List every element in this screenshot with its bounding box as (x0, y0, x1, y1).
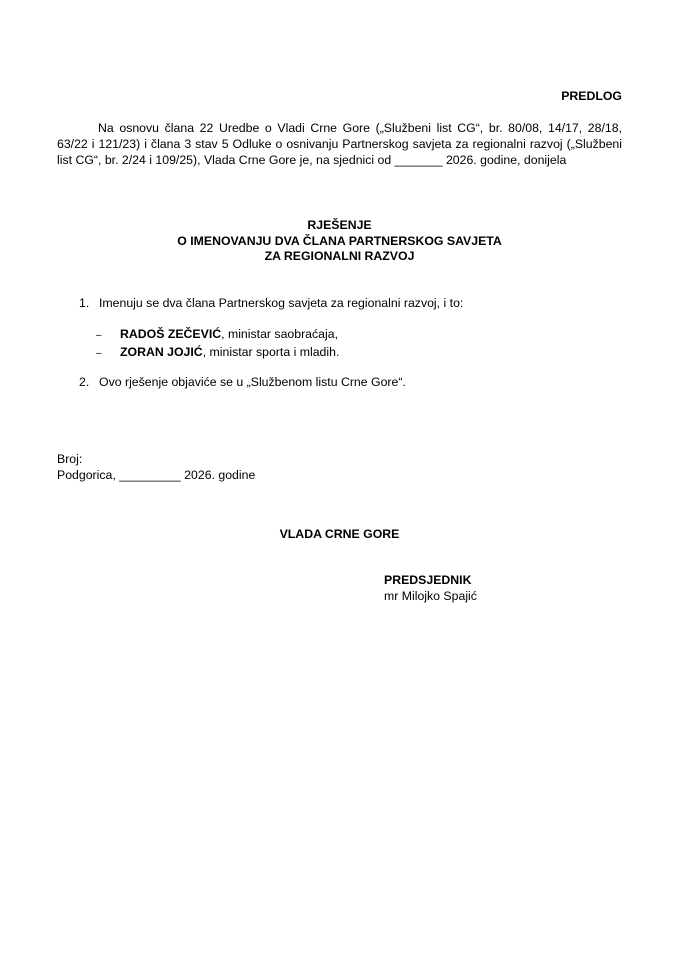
president-name: mr Milojko Spajić (384, 588, 477, 603)
decision-title-line-1: RJEŠENJE (307, 218, 372, 232)
members-list (96, 326, 339, 362)
number-label: Broj: (57, 452, 83, 466)
government-name: VLADA CRNE GORE (279, 527, 400, 541)
place-date: Podgorica, _________ 2026. godine (57, 467, 256, 482)
member-role: , ministar saobraćaja, (221, 327, 338, 341)
proposal-label: PREDLOG (561, 89, 622, 103)
dash-bullet: – (96, 330, 102, 341)
president-role: PREDSJEDNIK (384, 573, 472, 587)
decision-title-line-2: O IMENOVANJU DVA ČLANA PARTNERSKOG SAVJETA (177, 233, 502, 248)
decision-title (0, 218, 679, 265)
decision-title-line-3: ZA REGIONALNI RAZVOJ (264, 249, 415, 263)
dash-bullet: – (96, 348, 102, 359)
signature-block (384, 573, 477, 604)
member-name: RADOŠ ZEČEVIĆ (120, 327, 222, 341)
item-number: 2. (79, 375, 90, 389)
numbered-item-2 (79, 374, 619, 390)
document-reference (57, 452, 255, 483)
member-role: , ministar sporta i mladih. (202, 345, 340, 359)
item-text: Imenuju se dva člana Partnerskog savjeta za regionalni razvoj, i to: (99, 296, 464, 310)
list-item (96, 344, 339, 362)
item-text: Ovo rješenje objaviće se u „Službenom listu Crne Gore“. (99, 375, 406, 389)
member-name: ZORAN JOJIĆ (120, 345, 203, 359)
numbered-item-1 (79, 295, 619, 311)
item-number: 1. (79, 296, 90, 310)
intro-paragraph: Na osnovu člana 22 Uredbe o Vladi Crne Gore („Službeni list CG“, br. 80/08, 14/17, 28/18, 63/22 i 121/23) i člana 3 stav 5 Odluke o osnivanju Partnerskog savjeta za regionalni razvoj („Službeni list CG“, br. 2/24 i 109/25), Vlada Crne Gore je, na sjednici od _______ 2026. godine, donijela (57, 121, 622, 167)
list-item (96, 326, 339, 344)
